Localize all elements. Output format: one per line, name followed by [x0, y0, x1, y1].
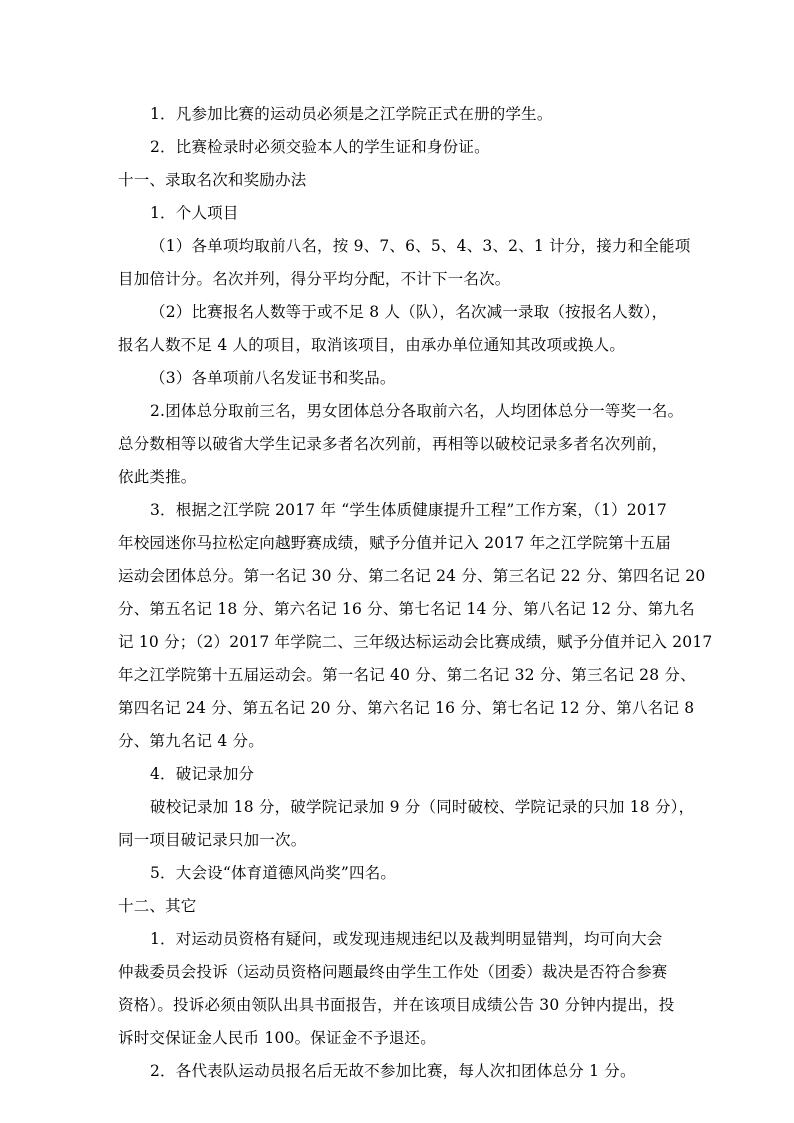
text-line: 诉时交保证金人民币 100。保证金不予退还。 — [118, 1029, 436, 1047]
text-line: 分、第五名记 18 分、第六名记 16 分、第七名记 14 分、第八名记 12 分、第九名 — [118, 600, 695, 618]
text-line: 目加倍计分。名次并列，得分平均分配，不计下一名次。 — [118, 270, 511, 288]
text-line: 资格）。投诉必须由领队出具书面报告，并在该项目成绩公告 30 分钟内提出，投 — [118, 996, 675, 1014]
text-line: 2．比赛检录时必须交验本人的学生证和身份证。 — [150, 138, 490, 156]
text-line: 1．对运动员资格有疑问，或发现违规违纪以及裁判明显错判，均可向大会 — [150, 930, 663, 948]
text-line: 2.团体总分取前三名，男女团体总分各取前六名，人均团体总分一等奖一名。 — [150, 402, 684, 420]
text-line: 同一项目破记录只加一次。 — [118, 831, 307, 849]
text-line: （2）比赛报名人数等于或不足 8 人（队），名次减一录取（按报名人数）， — [150, 303, 668, 321]
text-line: 第四名记 24 分、第五名记 20 分、第六名记 16 分、第七名记 12 分、第八名记 8 — [118, 699, 695, 717]
text-line: 5．大会设“体育道德风尚奖”四名。 — [150, 864, 397, 882]
text-line: 仲裁委员会投诉（运动员资格问题最终由学生工作处（团委）裁决是否符合参赛 — [118, 963, 668, 981]
subsection-heading: 4．破记录加分 — [150, 765, 255, 783]
text-line: （1）各单项均取前八名，按 9、7、6、5、4、3、2、1 计分，接力和全能项 — [150, 237, 691, 255]
text-line: 总分数相等以破省大学生记录多者名次列前，再相等以破校记录多者名次列前， — [118, 435, 668, 453]
text-line: 记 10 分；（2）2017 年学院二、三年级达标运动会比赛成绩，赋予分值并记入 2017 — [118, 633, 713, 651]
text-line: 年之江学院第十五届运动会。第一名记 40 分、第二名记 32 分、第三名记 28 分、 — [118, 666, 696, 684]
section-heading: 十二、其它 — [118, 897, 197, 915]
text-line: 年校园迷你马拉松定向越野赛成绩，赋予分值并记入 2017 年之江学院第十五届 — [118, 534, 671, 552]
text-line: 运动会团体总分。第一名记 30 分、第二名记 24 分、第三名记 22 分、第四名记 20 — [118, 567, 706, 585]
section-heading: 十一、录取名次和奖励办法 — [118, 171, 307, 189]
text-line: 1．凡参加比赛的运动员必须是之江学院正式在册的学生。 — [150, 105, 553, 123]
text-line: 报名人数不足 4 人的项目，取消该项目，由承办单位通知其改项或换人。 — [118, 336, 626, 354]
text-line: 2．各代表队运动员报名后无故不参加比赛，每人次扣团体总分 1 分。 — [150, 1062, 636, 1080]
text-line: （3）各单项前八名发证书和奖品。 — [150, 369, 396, 387]
text-line: 破校记录加 18 分，破学院记录加 9 分（同时破校、学院记录的只加 18 分）， — [150, 798, 695, 816]
subsection-heading: 1．个人项目 — [150, 204, 239, 222]
text-line: 3．根据之江学院 2017 年 “学生体质健康提升工程”工作方案，（1）2017 — [150, 501, 667, 519]
text-line: 分、第九名记 4 分。 — [118, 732, 264, 750]
text-line: 依此类推。 — [118, 468, 197, 486]
